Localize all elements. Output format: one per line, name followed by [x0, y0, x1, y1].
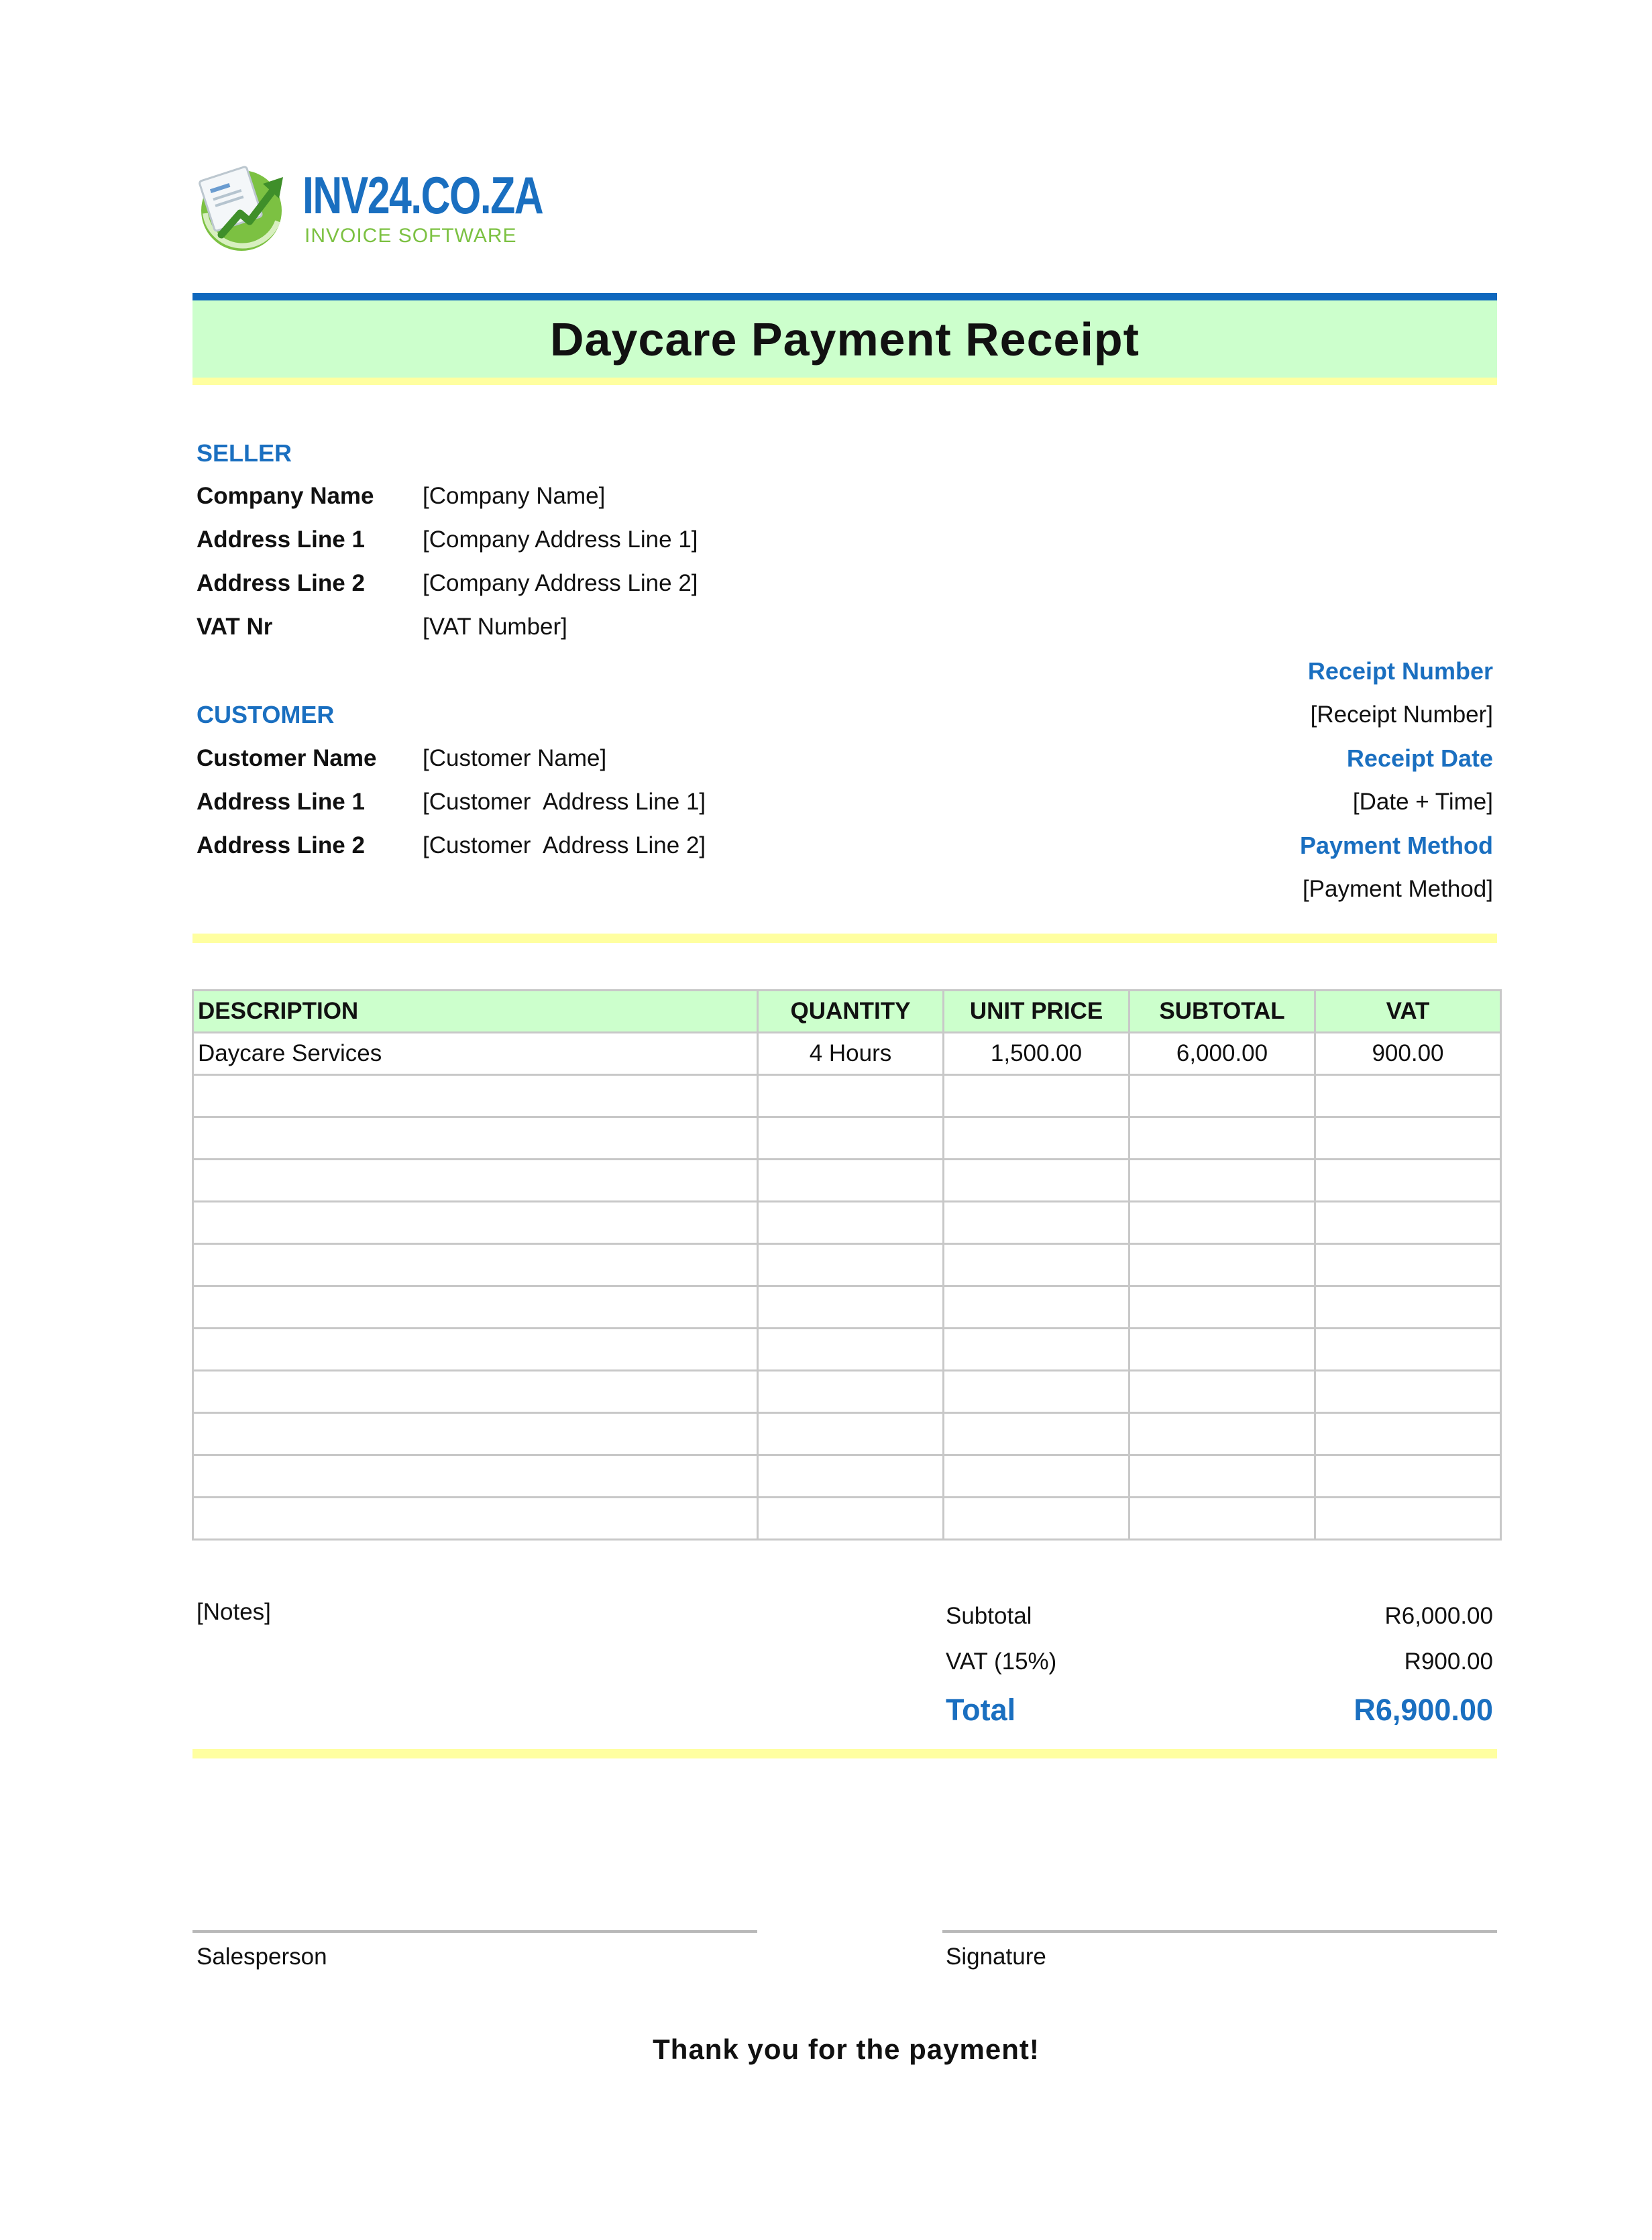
seller-company-name-value: [Company Name] — [423, 483, 606, 509]
table-header-row — [193, 991, 1501, 1033]
thank-you-message: Thank you for the payment! — [653, 2033, 1040, 2065]
cell-subtotal — [1130, 1202, 1315, 1244]
cell-unit-price — [944, 1202, 1130, 1244]
seller-address-2-label: Address Line 2 — [197, 570, 365, 596]
cell-vat — [1315, 1160, 1501, 1202]
cell-unit-price — [944, 1413, 1130, 1455]
cell-subtotal — [1130, 1455, 1315, 1498]
notes-text: [Notes] — [197, 1599, 271, 1625]
cell-quantity — [758, 1413, 944, 1455]
cell-unit-price: 1,500.00 — [944, 1033, 1130, 1075]
customer-name-value: [Customer Name] — [423, 745, 607, 771]
cell-description — [193, 1117, 758, 1160]
title-bottom-rule — [192, 378, 1497, 385]
cell-description — [193, 1244, 758, 1286]
cell-description — [193, 1075, 758, 1117]
cell-vat — [1315, 1413, 1501, 1455]
logo-title: INV24.CO.ZA — [302, 166, 543, 225]
cell-unit-price — [944, 1244, 1130, 1286]
column-header-description: DESCRIPTION — [193, 991, 758, 1033]
cell-unit-price — [944, 1329, 1130, 1371]
table-row — [193, 1117, 1501, 1160]
cell-unit-price — [944, 1075, 1130, 1117]
cell-description — [193, 1413, 758, 1455]
line-items-table — [192, 989, 1502, 1541]
payment-method-value: [Payment Method] — [1302, 876, 1493, 902]
table-row — [193, 1033, 1501, 1075]
cell-unit-price — [944, 1286, 1130, 1329]
cell-quantity: 4 Hours — [758, 1033, 944, 1075]
cell-unit-price — [944, 1498, 1130, 1540]
cell-unit-price — [944, 1160, 1130, 1202]
seller-company-name-label: Company Name — [197, 483, 374, 509]
cell-description — [193, 1455, 758, 1498]
customer-address-2-label: Address Line 2 — [197, 832, 365, 858]
column-header-vat: VAT — [1315, 991, 1501, 1033]
subtotal-value: R6,000.00 — [1384, 1603, 1493, 1629]
cell-unit-price — [944, 1371, 1130, 1413]
vat-total-value: R900.00 — [1404, 1648, 1493, 1675]
table-row — [193, 1413, 1501, 1455]
cell-description — [193, 1371, 758, 1413]
receipt-number-value: [Receipt Number] — [1310, 702, 1493, 728]
cell-quantity — [758, 1160, 944, 1202]
column-header-unit-price: UNIT PRICE — [944, 991, 1130, 1033]
company-logo — [193, 156, 543, 256]
grand-total-value: R6,900.00 — [1354, 1693, 1493, 1727]
cell-quantity — [758, 1075, 944, 1117]
seller-address-1-value: [Company Address Line 1] — [423, 526, 698, 553]
cell-subtotal — [1130, 1498, 1315, 1540]
cell-subtotal — [1130, 1286, 1315, 1329]
cell-subtotal — [1130, 1244, 1315, 1286]
divider-yellow — [192, 934, 1497, 943]
cell-description — [193, 1160, 758, 1202]
cell-quantity — [758, 1202, 944, 1244]
customer-heading: CUSTOMER — [197, 701, 335, 728]
cell-description — [193, 1329, 758, 1371]
cell-subtotal — [1130, 1413, 1315, 1455]
payment-method-label: Payment Method — [1299, 832, 1493, 859]
salesperson-signature-line — [192, 1930, 757, 1933]
table-row — [193, 1244, 1501, 1286]
column-header-quantity: QUANTITY — [758, 991, 944, 1033]
customer-address-1-value: [Customer Address Line 1] — [423, 789, 706, 815]
cell-vat — [1315, 1455, 1501, 1498]
cell-quantity — [758, 1455, 944, 1498]
signature-line — [942, 1930, 1497, 1933]
page-title: Daycare Payment Receipt — [550, 313, 1140, 366]
cell-description — [193, 1202, 758, 1244]
cell-vat — [1315, 1498, 1501, 1540]
title-top-rule — [192, 293, 1497, 300]
table-row — [193, 1371, 1501, 1413]
table-row — [193, 1455, 1501, 1498]
seller-vat-label: VAT Nr — [197, 614, 273, 640]
signature-label: Signature — [946, 1944, 1046, 1970]
cell-unit-price — [944, 1455, 1130, 1498]
receipt-date-value: [Date + Time] — [1352, 789, 1493, 815]
customer-address-2-value: [Customer Address Line 2] — [423, 832, 706, 858]
table-row — [193, 1498, 1501, 1540]
table-row — [193, 1202, 1501, 1244]
cell-vat — [1315, 1075, 1501, 1117]
customer-address-1-label: Address Line 1 — [197, 789, 365, 815]
cell-subtotal — [1130, 1329, 1315, 1371]
seller-vat-value: [VAT Number] — [423, 614, 567, 640]
receipt-date-label: Receipt Date — [1346, 744, 1493, 772]
vat-total-label: VAT (15%) — [946, 1648, 1057, 1675]
cell-quantity — [758, 1371, 944, 1413]
cell-unit-price — [944, 1117, 1130, 1160]
seller-heading: SELLER — [197, 439, 292, 467]
table-row — [193, 1075, 1501, 1117]
cell-quantity — [758, 1498, 944, 1540]
table-row — [193, 1160, 1501, 1202]
logo-subtitle: INVOICE SOFTWARE — [305, 225, 517, 247]
customer-name-label: Customer Name — [197, 745, 377, 771]
seller-address-2-value: [Company Address Line 2] — [423, 570, 698, 596]
subtotal-label: Subtotal — [946, 1603, 1032, 1629]
table-row — [193, 1286, 1501, 1329]
cell-vat — [1315, 1329, 1501, 1371]
seller-address-1-label: Address Line 1 — [197, 526, 365, 553]
cell-subtotal — [1130, 1160, 1315, 1202]
divider-yellow-bottom — [192, 1749, 1497, 1758]
cell-description — [193, 1498, 758, 1540]
cell-description: Daycare Services — [193, 1033, 758, 1075]
grand-total-label: Total — [946, 1693, 1016, 1727]
cell-description — [193, 1286, 758, 1329]
cell-subtotal — [1130, 1371, 1315, 1413]
cell-vat — [1315, 1286, 1501, 1329]
column-header-subtotal: SUBTOTAL — [1130, 991, 1315, 1033]
cell-quantity — [758, 1117, 944, 1160]
cell-vat — [1315, 1117, 1501, 1160]
cell-subtotal — [1130, 1117, 1315, 1160]
cell-quantity — [758, 1244, 944, 1286]
table-row — [193, 1329, 1501, 1371]
cell-quantity — [758, 1286, 944, 1329]
cell-subtotal: 6,000.00 — [1130, 1033, 1315, 1075]
cell-vat — [1315, 1244, 1501, 1286]
cell-vat — [1315, 1371, 1501, 1413]
cell-quantity — [758, 1329, 944, 1371]
cell-subtotal — [1130, 1075, 1315, 1117]
receipt-number-label: Receipt Number — [1307, 657, 1493, 685]
cell-vat — [1315, 1202, 1501, 1244]
salesperson-label: Salesperson — [197, 1944, 327, 1970]
cell-vat: 900.00 — [1315, 1033, 1501, 1075]
invoice-growth-logo-icon — [193, 160, 294, 254]
